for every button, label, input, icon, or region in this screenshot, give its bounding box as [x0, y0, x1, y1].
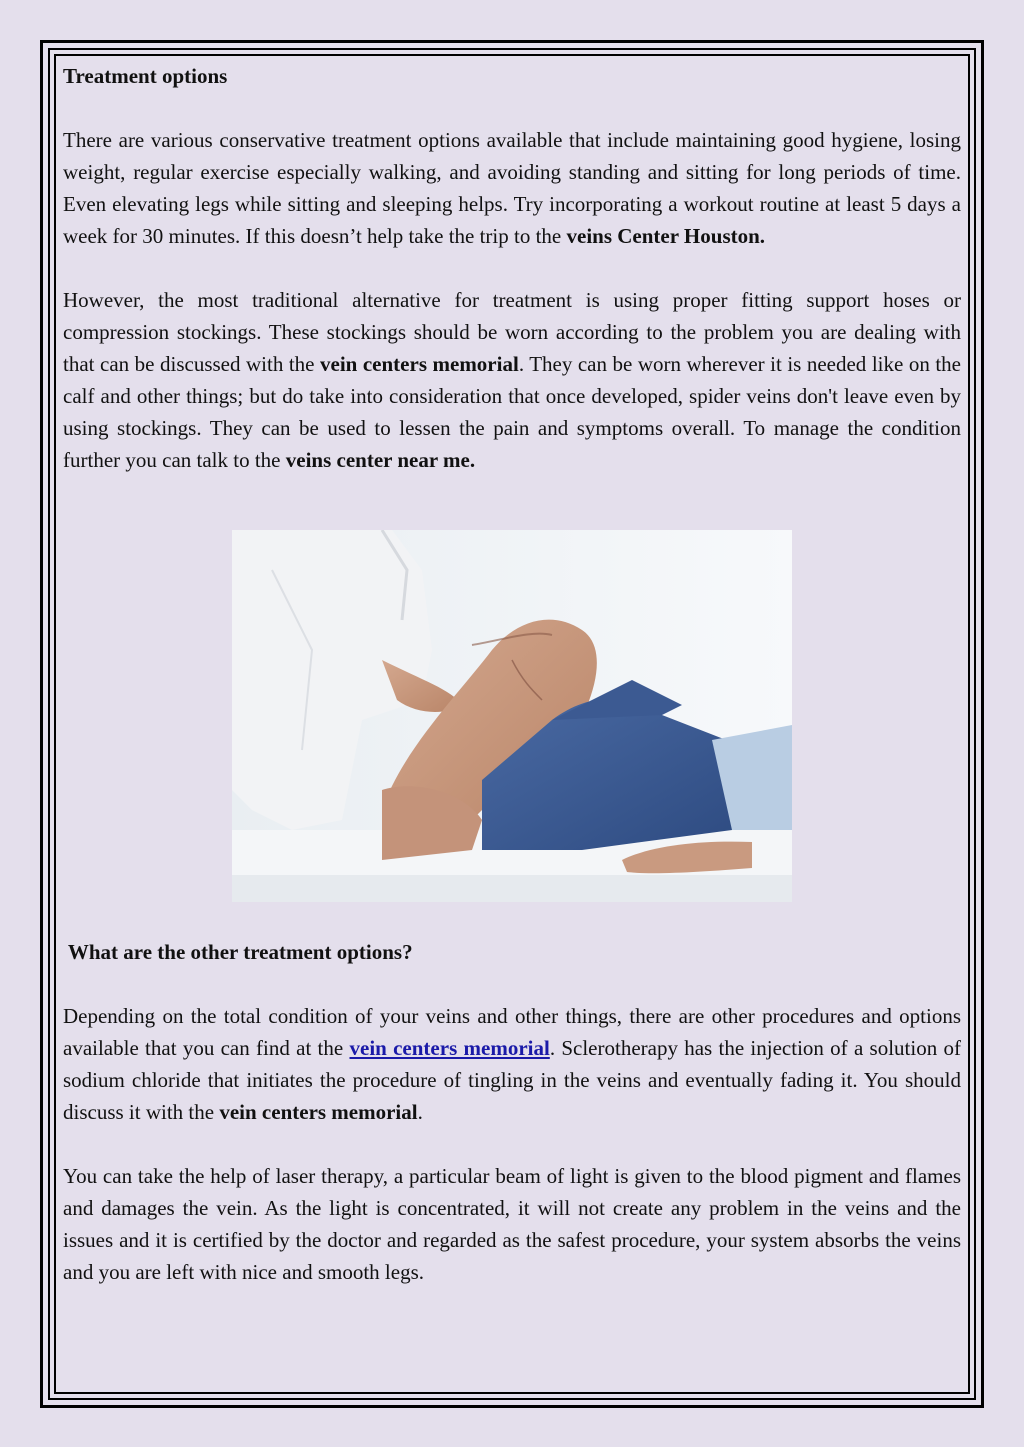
bold-vein-centers-memorial: vein centers memorial: [219, 1100, 418, 1124]
paragraph-text: . Sclerotherapy has the injection of a solution of sodium chloride that initiates the procedure of tingling in the veins and eventually fading it. You should discuss it with the: [63, 1036, 961, 1124]
bold-veins-center-near-me: veins center near me.: [285, 448, 476, 472]
doctor-examining-leg-photo: [232, 530, 792, 902]
bold-vein-centers-memorial: vein centers memorial: [320, 352, 519, 376]
vein-centers-memorial-link[interactable]: vein centers memorial: [349, 1036, 550, 1060]
document-content: [63, 60, 961, 1288]
paragraph-text: . They can be worn wherever it is needed like on the calf and other things; but do take into consideration that once developed, spider veins don't leave even by using stockings. They can be used to lessen the pain and symptoms overall. To manage the condition further you can talk to the: [63, 352, 961, 472]
section-heading-other-treatment-options: What are the other treatment options?: [63, 940, 413, 964]
paragraph-text: There are various conservative treatment options available that include maintaining good hygiene, losing weight, regular exercise especially walking, and avoiding standing and sitting for long periods of time. Even elevating legs while sitting and sleeping helps. Try incorporating a workout routine at least 5 days a week for 30 minutes. If this doesn’t help take the trip to the: [63, 128, 961, 248]
paragraph-text: However, the most traditional alternative for treatment is using proper fitting support hoses or compression stockings. These stockings should be worn according to the problem you are dealing with that can be discussed with the: [63, 288, 961, 376]
paragraph-text: .: [417, 1100, 423, 1124]
paragraph-conservative-treatment: [63, 124, 961, 252]
bold-veins-center-houston: veins Center Houston.: [566, 224, 766, 248]
paragraph-compression-stockings: [63, 284, 961, 476]
paragraph-text: Depending on the total condition of your veins and other things, there are other procedures and options available that you can find at the: [63, 1004, 961, 1060]
paragraph-other-procedures: [63, 1000, 961, 1128]
paragraph-laser-therapy: You can take the help of laser therapy, a particular beam of light is given to the blood pigment and flames and damages the vein. As the light is concentrated, it will not create any problem in the veins and the issues and it is certified by the doctor and regarded as the safest procedure, your system absorbs the veins and you are left with nice and smooth legs.: [63, 1164, 961, 1284]
section-heading-treatment-options: Treatment options: [63, 64, 228, 88]
